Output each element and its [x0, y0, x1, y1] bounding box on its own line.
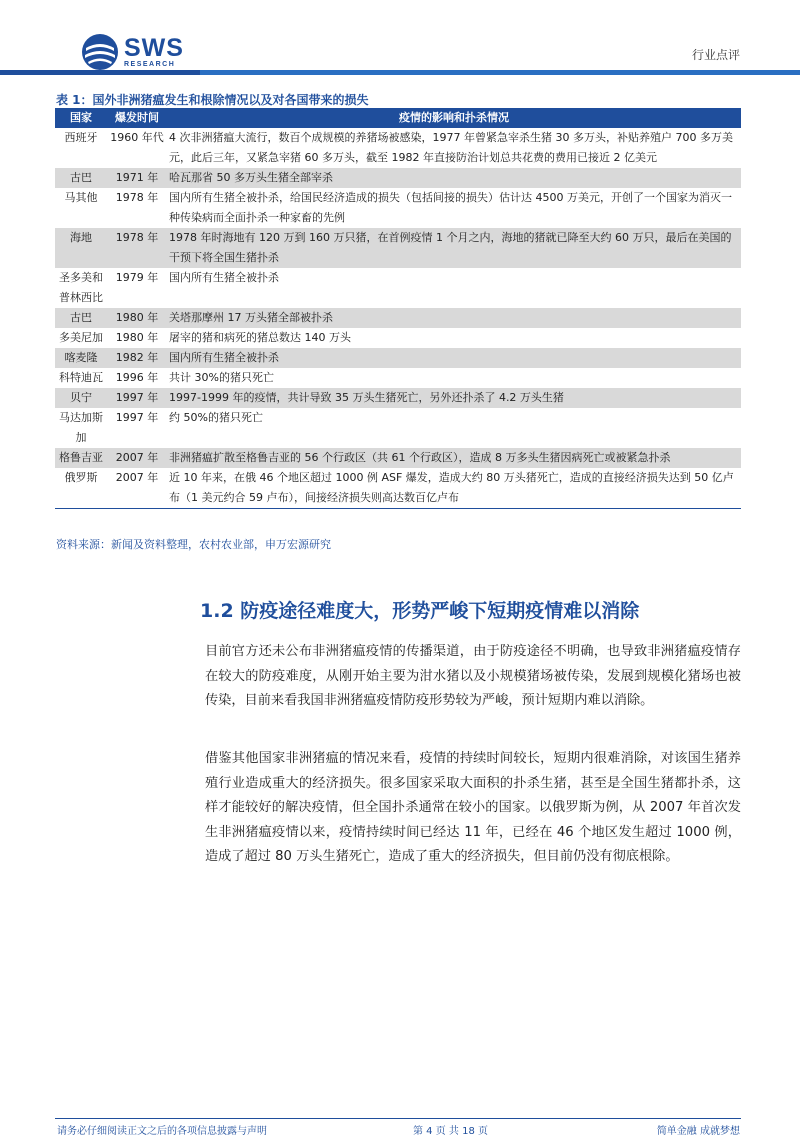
year-cell: 1978 年: [115, 191, 159, 204]
section-heading: 1.2 防疫途径难度大，形势严峻下短期疫情难以消除: [200, 600, 640, 622]
footer-divider: [55, 1118, 741, 1119]
logo-subtitle: RESEARCH: [124, 60, 176, 68]
table-row: [55, 328, 741, 348]
table-title: 表 1：国外非洲猪瘟发生和根除情况以及对各国带来的损失: [56, 93, 369, 107]
year-cell: 1997 年: [115, 411, 159, 424]
table-row: [55, 168, 741, 188]
country-cell: 多美尼加: [59, 331, 103, 344]
footer-disclaimer: 请务必仔细阅读正文之后的各项信息披露与声明: [57, 1126, 267, 1137]
country-cell: 马其他: [64, 191, 98, 204]
table-row: [55, 228, 741, 268]
detail-cell: 近 10 年来，在俄 46 个地区超过 1000 例 ASF 爆发，造成大约 80 万头猪死亡，造成的直接经济损失达到 50 亿卢布（1 美元约合 59 卢布），间接经济损失则高达数百亿卢布: [167, 468, 741, 509]
country-cell: 圣多美和普林西比: [59, 271, 103, 304]
sws-logo-icon: [80, 32, 120, 72]
header-divider-accent: [200, 70, 800, 75]
report-type-tag: 行业点评: [691, 48, 740, 62]
country-cell: 喀麦隆: [55, 348, 107, 368]
detail-cell: 国内所有生猪全被扑杀: [167, 348, 741, 368]
table-source-note: 资料来源：新闻及资料整理，农村农业部，申万宏源研究: [56, 538, 331, 551]
year-cell: 1996 年: [115, 371, 159, 384]
country-cell: 海地: [55, 228, 107, 268]
table-row: [55, 468, 741, 509]
table-row: [55, 348, 741, 368]
detail-cell: 共计 30%的猪只死亡: [169, 371, 274, 384]
table-row: [55, 308, 741, 328]
page-header: [0, 0, 800, 80]
detail-cell: 哈瓦那省 50 多万头生猪全部宰杀: [167, 168, 741, 188]
column-header-impact: 疫情的影响和扑杀情况: [167, 108, 741, 128]
country-cell: 贝宁: [55, 388, 107, 408]
footer-slogan: 简单金融 成就梦想: [656, 1126, 740, 1137]
year-cell: 1960 年代: [110, 131, 164, 144]
table-row: [55, 448, 741, 468]
year-cell: 1980 年: [107, 308, 167, 328]
country-cell: 马达加斯加: [59, 411, 103, 444]
detail-cell: 国内所有生猪全被扑杀: [169, 271, 279, 284]
country-cell: 古巴: [55, 168, 107, 188]
asf-outbreak-table: [55, 108, 741, 509]
detail-cell: 关塔那摩州 17 万头猪全部被扑杀: [167, 308, 741, 328]
table-row: [55, 128, 741, 168]
detail-cell: 4 次非洲猪瘟大流行，数百个成规模的养猪场被感染，1977 年曾紧急宰杀生猪 30 多万头，补贴养殖户 700 多万美元，此后三年，又紧急宰猪 60 多万头，截至 1982 年直接防治计划总共花费的费用已接近 2 亿美元: [169, 131, 733, 164]
year-cell: 1997 年: [107, 388, 167, 408]
detail-cell: 1997-1999 年的疫情，共计导致 35 万头生猪死亡，另外还扑杀了 4.2 万头生猪: [167, 388, 741, 408]
table-row: [55, 408, 741, 448]
year-cell: 1971 年: [107, 168, 167, 188]
table-row: [55, 388, 741, 408]
column-header-year: 爆发时间: [107, 108, 167, 128]
logo-name: SWS: [124, 33, 184, 62]
table-row: [55, 368, 741, 388]
country-cell: 古巴: [55, 308, 107, 328]
page-number: 第 4 页 共 18 页: [413, 1126, 488, 1137]
detail-cell: 屠宰的猪和病死的猪总数达 140 万头: [169, 331, 351, 344]
detail-cell: 约 50%的猪只死亡: [169, 411, 263, 424]
year-cell: 1978 年: [107, 228, 167, 268]
country-cell: 科特迪瓦: [59, 371, 103, 384]
country-cell: 格鲁吉亚: [55, 448, 107, 468]
table-row: [55, 268, 741, 308]
body-paragraph: 目前官方还未公布非洲猪瘟疫情的传播渠道，由于防疫途径不明确，也导致非洲猪瘟疫情存在较大的防疫难度，从刚开始主要为泔水猪以及小规模猪场被传染，发展到规模化猪场也被传染，目前来看我国非洲猪瘟疫情防疫形势较为严峻，预计短期内难以消除。: [205, 644, 741, 708]
body-paragraph: 借鉴其他国家非洲猪瘟的情况来看，疫情的持续时间较长，短期内很难消除，对该国生猪养殖行业造成重大的经济损失。很多国家采取大面积的扑杀生猪，甚至是全国生猪都扑杀，这样才能较好的解决疫情，但全国扑杀通常在较小的国家。以俄罗斯为例，从 2007 年首次发生非洲猪瘟疫情以来，疫情持续时间已经达 11 年，已经在 46 个地区发生超过 1000 例，造成了超过 80 万头生猪死亡，造成了重大的经济损失，但目前仍没有彻底根除。: [205, 751, 741, 864]
table-row: [55, 188, 741, 228]
year-cell: 1980 年: [115, 331, 159, 344]
country-cell: 西班牙: [64, 131, 98, 144]
detail-cell: 非洲猪瘟扩散至格鲁吉亚的 56 个行政区（共 61 个行政区），造成 8 万多头生猪因病死亡或被紧急扑杀: [167, 448, 741, 468]
column-header-country: 国家: [55, 108, 107, 128]
country-cell: 俄罗斯: [55, 468, 107, 509]
year-cell: 1979 年: [115, 271, 159, 284]
detail-cell: 1978 年时海地有 120 万到 160 万只猪，在首例疫情 1 个月之内，海地的猪就已降至大约 60 万只，最后在美国的干预下将全国生猪扑杀: [167, 228, 741, 268]
year-cell: 2007 年: [107, 448, 167, 468]
detail-cell: 国内所有生猪全被扑杀，给国民经济造成的损失（包括间接的损失）估计达 4500 万美元，开创了一个国家为消灭一种传染病而全面扑杀一种家畜的先例: [169, 191, 732, 224]
sws-logo: [80, 32, 184, 72]
year-cell: 2007 年: [107, 468, 167, 509]
table-header-row: [55, 108, 741, 128]
year-cell: 1982 年: [107, 348, 167, 368]
